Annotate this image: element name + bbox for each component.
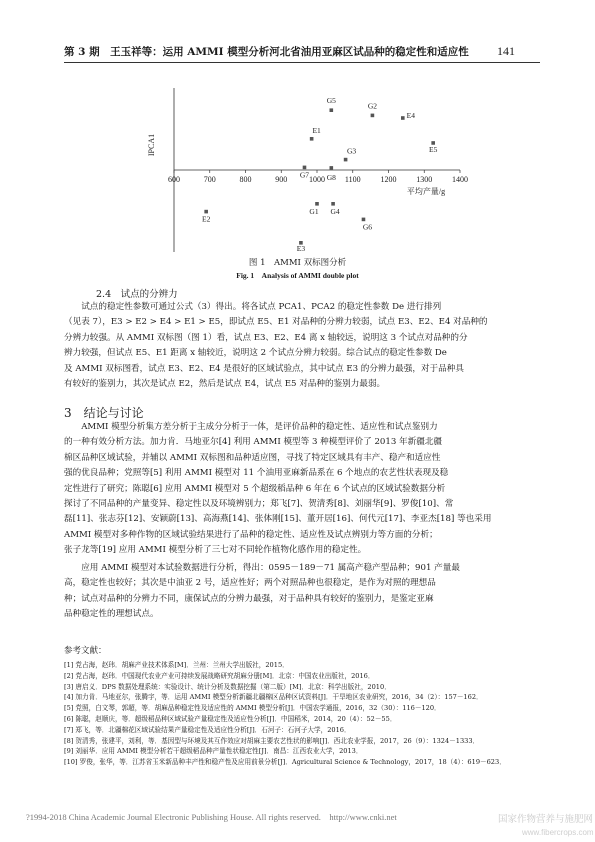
reference-item: [9] 刘丽华．应用 AMMI 模型分析若干超级稻品种产量性状稳定性[J]．南昌：江西农业大学，2013．	[64, 747, 363, 756]
paragraph-line: 种；试点对品种的分辨力不同，康保试点的分辨力最强，对于品种具有较好的鉴别力，是鉴定亚麻	[64, 593, 434, 604]
data-point-e4	[401, 116, 405, 120]
x-tick-label: 700	[203, 175, 216, 184]
section-3-paragraph-2	[64, 561, 534, 623]
section-2-4-title: 2.4 试点的分辨力	[96, 289, 178, 300]
header-rule	[64, 62, 540, 63]
x-tick-label: 1100	[344, 175, 361, 184]
x-tick-label: 1000	[309, 175, 325, 184]
paragraph-line: 分辨力较强。从 AMMI 双标图（图 1）看，试点 E3、E2、E4 离 x 轴较远，说明这 3 个试点对品种的分	[64, 332, 468, 343]
page-number: 141	[497, 44, 515, 58]
reference-item: [7] 郑飞，等．北疆棉花区域试验结果产量稳定性及适应性分析[J]．石河子：石河子大学，2016．	[64, 725, 351, 734]
data-point-g6	[362, 218, 366, 222]
point-label-g1: G1	[309, 206, 319, 216]
paragraph-line: 强的优良品种；党照等[5] 利用 AMMI 模型对 11 个油用亚麻新品系在 6 个地点的农艺性状表现及稳	[64, 468, 449, 479]
paragraph-line: 高，稳定性也较好；其次是中油亚 2 号，适应性好；两个对照品种也很稳定，是作为对照的理想品	[64, 578, 436, 589]
x-tick-label: 900	[275, 175, 288, 184]
point-label-g5: G5	[326, 96, 336, 106]
references-list	[64, 660, 542, 768]
data-point-g2	[371, 114, 375, 118]
paragraph-line: 张子龙等[19] 应用 AMMI 模型分析了三七对不同轮作植物化感作用的稳定性。	[64, 545, 367, 556]
watermark-url: www.fibercrops.com	[522, 828, 594, 837]
data-point-e1	[310, 137, 314, 141]
ammi-biplot-chart	[130, 80, 470, 256]
paragraph-line: （见表 7），E3 > E2 > E4 > E1 > E5，即试点 E5、E1 对品种的分辨力较弱，试点 E3、E2、E4 对品种的	[64, 317, 488, 328]
watermark-text: 国家作物营养与施肥网	[498, 814, 594, 825]
point-label-e2: E2	[202, 214, 211, 224]
copyright-footer: ?1994-2018 China Academic Journal Electronic Publishing House. All rights reserved. http://www.cnki.net	[26, 812, 397, 822]
figure-caption-cn: 图 1 AMMI 双标图分析	[248, 258, 347, 268]
data-point-g7	[303, 166, 307, 170]
paragraph-line: 的一种有效分析方法。加力肯．马地亚尔[4] 利用 AMMI 模型等 3 种模型评价了 2013 年新疆北疆	[64, 437, 443, 448]
point-label-g6: G6	[362, 222, 373, 232]
paragraph-line: 探讨了不同品种的产量变异、稳定性以及环境辨别力；郑飞[7]、贺清秀[8]、刘丽华[9]、罗俊[10]、常	[64, 499, 454, 510]
point-label-g2: G2	[367, 101, 377, 111]
point-label-e5: E5	[429, 144, 438, 154]
data-point-g4	[331, 202, 335, 206]
x-axis-label: 平均产量/g	[406, 187, 446, 196]
paragraph-line: 磊[11]、张志芬[12]、安颖蔚[13]、高海燕[14]、张体刚[15]、董开居[16]、何代元[17]、李亚杰[18] 等也采用	[64, 514, 492, 525]
data-point-g5	[330, 108, 334, 112]
paragraph-line: 应用 AMMI 模型对本试验数据进行分析，得出：0595－189－71 属高产稳产型品种；901 产量最	[81, 563, 460, 573]
running-header-title: 第 3 期 王玉祥等：运用 AMMI 模型分析河北省油用亚麻区试品种的稳定性和适应性	[64, 46, 469, 58]
paragraph-line: 定性进行了研究；陈聪[6] 应用 AMMI 模型对 5 个超级稻品种 6 年在 6 个试点的区域试验数据分析	[64, 483, 446, 494]
x-tick-label: 600	[168, 175, 180, 184]
reference-item: [3] 唐启义．DPS 数据处理系统：实验设计、统计分析及数据挖掘（第二版）[M]．北京：科学出版社，2010．	[64, 682, 391, 691]
reference-item: [5] 党照，白文琴，郭超，等．胡麻品种稳定性及适应性的 AMMI 模型分析[J]．中国农学通报，2016，32（30）：116－120．	[64, 704, 441, 713]
paragraph-line: 品种稳定性的理想试点。	[64, 609, 159, 620]
reference-item: [10] 罗俊，张华，等．江苏省玉米新品种丰产性和稳产性及应用前景分析[J]．Agricultural Science & Technology，2017，18（4）：619－623．	[64, 758, 506, 767]
paragraph-line: AMMI 模型对多种作物的区域试验结果进行了品种的稳定性、适应性及试点辨别力等方面的分析；	[64, 529, 438, 540]
paragraph-line: 及 AMMI 双标图看，试点 E3、E2、E4 是很好的区域试验点，其中试点 E3 的分辨力最强，对于品种具	[64, 363, 464, 374]
paragraph-line: AMMI 模型分析集方差分析于主成分分析于一体，是评价品种的稳定性、适应性和试点鉴别力	[81, 422, 438, 432]
paragraph-line: 有较好的鉴别力，其次是试点 E2，然后是试点 E4，试点 E5 对品种的鉴别力最弱。	[64, 379, 386, 390]
point-label-e4: E4	[406, 111, 415, 120]
data-point-g8	[330, 166, 334, 170]
point-label-g8: G8	[326, 172, 336, 182]
reference-item: [6] 陈聪，赵顺庆，等．超级稻品种区域试验产量稳定性及适应性分析[J]．中国稻米，2014，20（4）：52－55．	[64, 714, 397, 723]
section-2-4-body	[64, 300, 534, 392]
paragraph-line: 辨力较强，但试点 E5、E1 距离 x 轴较近，说明这 2 个试点分辨力较弱。综合试点的稳定性参数 De	[64, 348, 447, 359]
x-tick-label: 1400	[452, 175, 468, 184]
point-label-g7: G7	[299, 170, 310, 180]
x-tick-label: 1300	[416, 175, 433, 184]
running-header	[64, 44, 515, 59]
point-label-e3: E3	[296, 243, 306, 253]
data-point-g1	[315, 202, 319, 206]
paragraph-line: 棉区品种区域试验，并辅以 AMMI 双标图和品种适应图，寻找了特定区域具有丰产、稳产和适应性	[64, 452, 441, 463]
section-3-paragraph-1	[64, 420, 534, 559]
point-label-e1: E1	[312, 125, 321, 135]
biplot-plot-area	[147, 88, 468, 253]
references-heading: 参考文献：	[64, 646, 107, 656]
point-label-g3: G3	[347, 146, 357, 156]
reference-item: [4] 加力肯．马地亚尔，张腾宇，等．运用 AMMI 模型分析新疆北疆棉区品种区试资料[J]．干旱地区农业研究，2016，34（2）：157－162．	[64, 693, 483, 702]
reference-item: [8] 贺清秀，张建平，刘利，等．基因型与环境及其互作效应对胡麻主要农艺性状的影响[J]．西北农业学报，2017，26（9）：1324－1333．	[64, 736, 480, 745]
y-axis-label: IPCA1	[147, 133, 156, 157]
data-point-e2	[204, 210, 208, 214]
paragraph-line: 试点的稳定性参数可通过公式（3）得出。将各试点 PCA1、PCA2 的稳定性参数 De 进行排列	[81, 302, 442, 312]
figure-caption-en: Fig. 1 Analysis of AMMI double plot	[236, 271, 359, 280]
x-tick-label: 1200	[380, 175, 397, 184]
data-point-g3	[344, 158, 348, 162]
section-3-title: 3 结论与讨论	[64, 406, 144, 420]
point-label-g4: G4	[330, 206, 340, 216]
x-tick-label: 800	[239, 175, 252, 184]
reference-item: [1] 党占海，赵玮．胡麻产业技术体系[M]．兰州：兰州大学出版社，2015．	[64, 661, 289, 669]
reference-item: [2] 党占海，赵玮．中国现代农业产业可持续发展战略研究胡麻分册[M]．北京：中国农业出版社，2016．	[64, 671, 375, 680]
